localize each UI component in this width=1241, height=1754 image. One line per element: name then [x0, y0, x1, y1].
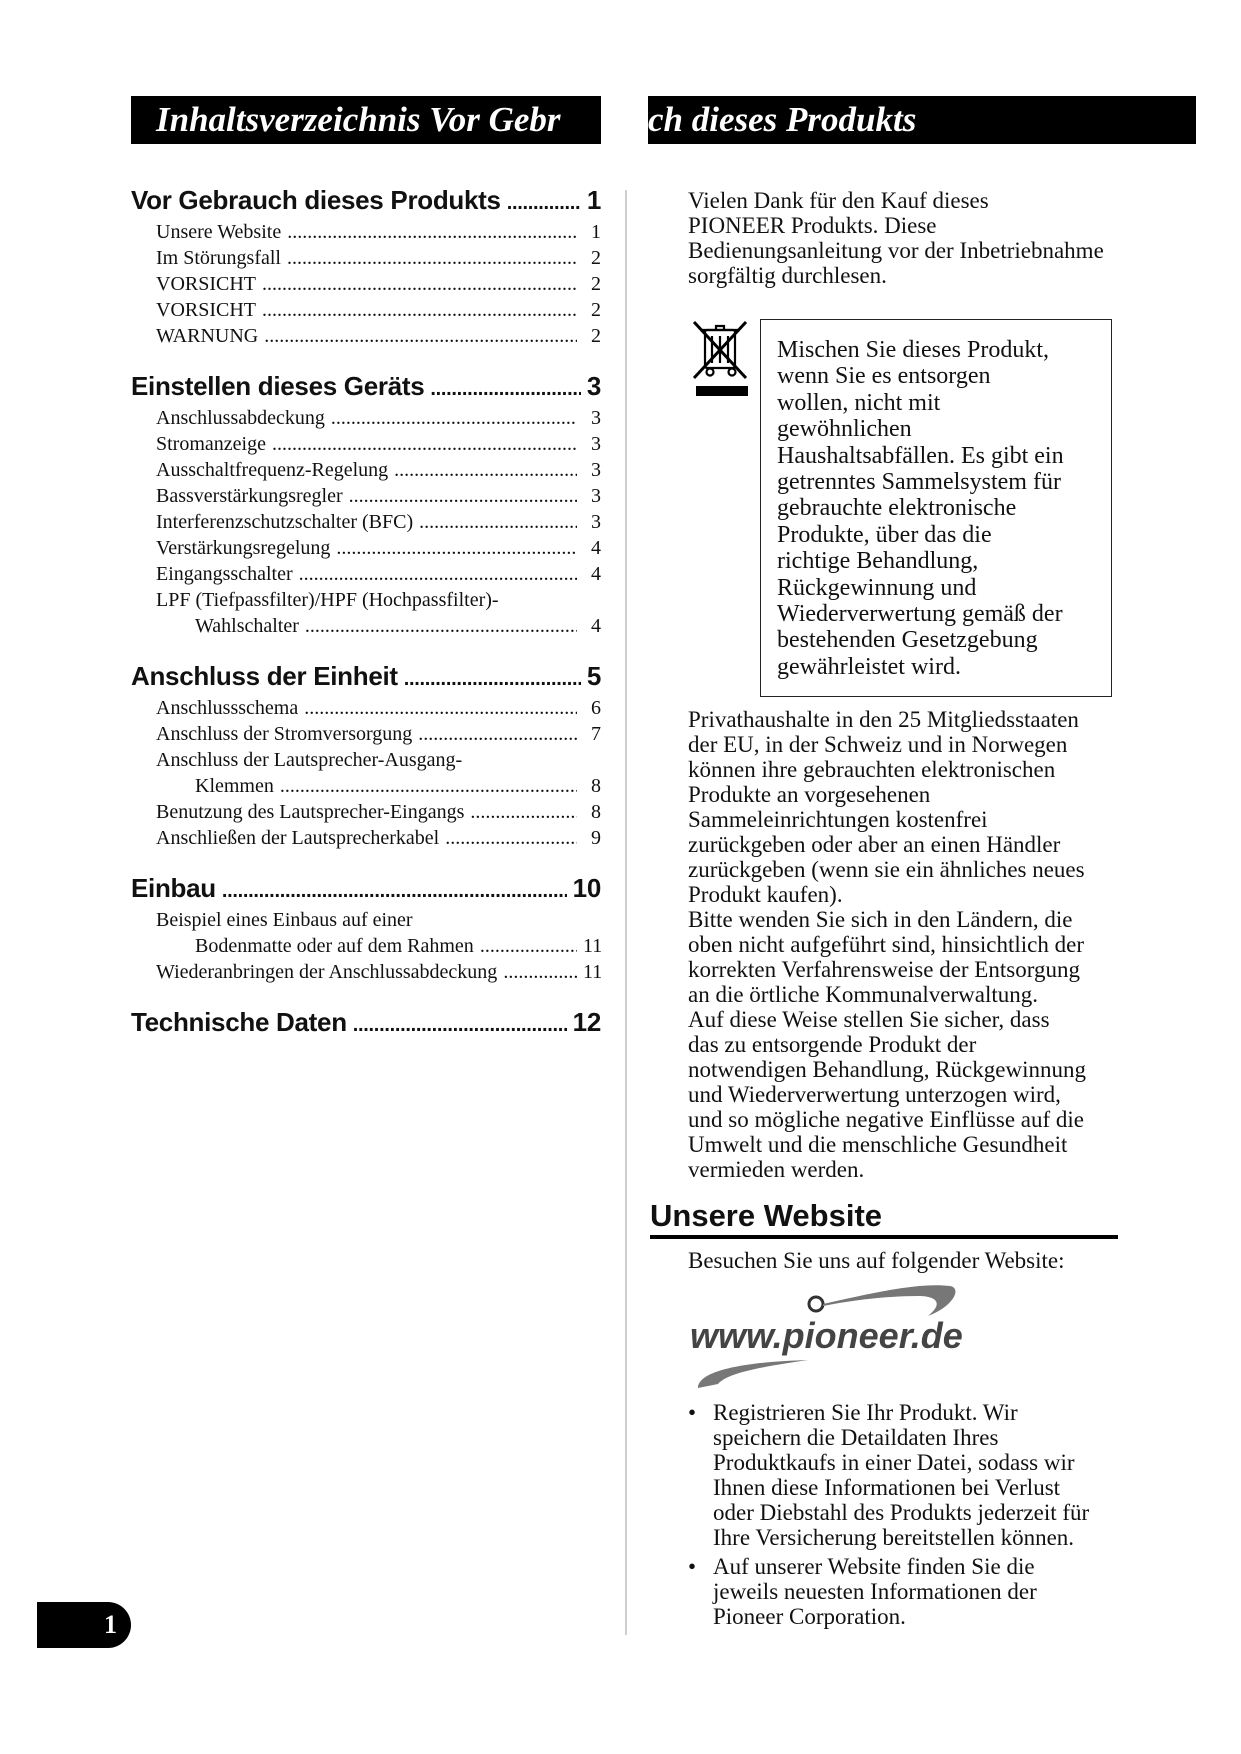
toc-leader: [280, 773, 577, 799]
text-line: Auf unserer Website finden Sie die: [713, 1554, 1035, 1579]
toc-entry[interactable]: [131, 431, 601, 457]
toc-leader: [404, 661, 581, 692]
toc-section-heading[interactable]: [131, 661, 601, 691]
toc-entry-line[interactable]: Anschluss der Lautsprecher-Ausgang-: [156, 749, 463, 771]
toc-entry[interactable]: [131, 933, 601, 959]
toc-leader: [353, 1007, 567, 1038]
toc-entry[interactable]: [131, 405, 601, 431]
text-line: wollen, nicht mit: [777, 389, 941, 416]
toc-section-page: 5: [586, 661, 601, 691]
text-line: Ihre Versicherung bereitstellen können.: [713, 1525, 1075, 1550]
toc-section: [131, 873, 601, 985]
weee-notice-box: [760, 319, 1112, 697]
text-line: Vielen Dank für den Kauf dieses: [688, 188, 989, 213]
toc-entry[interactable]: [131, 483, 601, 509]
toc-section-heading[interactable]: [131, 371, 601, 401]
toc-section-heading[interactable]: [131, 185, 601, 215]
text-line: der EU, in der Schweiz und in Norwegen: [688, 732, 1068, 757]
toc-leader: [304, 695, 577, 721]
text-line: das zu entsorgende Produkt der: [688, 1032, 977, 1057]
toc-leader: [419, 509, 577, 535]
toc-leader: [336, 535, 577, 561]
text-line: Haushaltsabfällen. Es gibt ein: [777, 442, 1064, 469]
toc-entry-label: Anschluss der Stromversorgung: [156, 723, 413, 745]
toc-leader: [272, 431, 577, 457]
toc-section-page: 1: [586, 185, 601, 215]
text-line: Bitte wenden Sie sich in den Ländern, die: [688, 907, 1073, 932]
toc-entry-page: 4: [591, 537, 601, 559]
toc-leader: [507, 185, 581, 216]
text-line: wenn Sie es entsorgen: [777, 363, 991, 390]
logo-url-text: www.pioneer.de: [690, 1315, 963, 1356]
text-line: zurückgeben (wenn sie ein ähnliches neues: [688, 857, 1085, 882]
toc-entry-page: 6: [591, 697, 601, 719]
text-line: Mischen Sie dieses Produkt,: [777, 337, 1049, 363]
text-line: an die örtliche Kommunalverwaltung.: [688, 982, 1039, 1007]
toc-entry-line[interactable]: LPF (Tiefpassfilter)/HPF (Hochpassfilter)-: [156, 589, 499, 611]
disposal-paragraph: [688, 707, 1128, 1182]
toc-entry[interactable]: [131, 695, 601, 721]
toc-section: [131, 661, 601, 851]
toc-entry-label: Anschlussschema: [156, 697, 299, 719]
toc-entry-page: 3: [591, 433, 601, 455]
toc-entry[interactable]: [131, 613, 601, 639]
toc-entry[interactable]: [131, 457, 601, 483]
toc-entry-label: WARNUNG: [156, 325, 259, 347]
section-title-website: Unsere Website: [650, 1197, 1118, 1239]
toc-entry-page: 3: [591, 459, 601, 481]
toc-entry-page: 3: [591, 511, 601, 533]
toc-entry-label: VORSICHT: [156, 273, 257, 295]
text-line: Produkt kaufen).: [688, 882, 843, 907]
toc-section-title: Anschluss der Einheit: [131, 661, 398, 691]
text-line: richtige Behandlung,: [777, 548, 979, 575]
text-line: Produktkaufs in einer Datei, sodass wir: [713, 1450, 1075, 1475]
text-line: Privathaushalte in den 25 Mitgliedsstaaten: [688, 707, 1079, 732]
toc-entry-label: Unsere Website: [156, 221, 282, 243]
toc-leader: [470, 799, 577, 825]
toc-entry-label: Wiederanbringen der Anschlussabdeckung: [156, 961, 498, 983]
website-bullet-list: [688, 1400, 1128, 1633]
text-line: können ihre gebrauchten elektronischen: [688, 757, 1056, 782]
pioneer-website-logo[interactable]: [688, 1280, 978, 1392]
text-line: gewöhnlichen: [777, 416, 912, 443]
text-line: oben nicht aufgeführt sind, hinsichtlich der: [688, 932, 1085, 957]
text-line: oder Diebstahl des Produkts jederzeit für: [713, 1500, 1090, 1525]
toc-entry-label: Stromanzeige: [156, 433, 266, 455]
header-title-left: Inhaltsverzeichnis Vor Gebr: [131, 96, 601, 144]
toc-entry-page: 2: [591, 299, 601, 321]
toc-leader: [287, 219, 577, 245]
toc-leader: [331, 405, 577, 431]
toc-section-heading[interactable]: [131, 1007, 601, 1037]
toc-entry[interactable]: [131, 271, 601, 297]
toc-section-page: 10: [572, 873, 601, 903]
toc-section-title: Vor Gebrauch dieses Produkts: [131, 185, 501, 215]
toc-entry[interactable]: [131, 245, 601, 271]
bullet-item: [688, 1400, 1128, 1550]
toc-leader: [349, 483, 577, 509]
text-line: Bedienungsanleitung vor der Inbetriebnahme: [688, 238, 1104, 263]
text-line: Umwelt und die menschliche Gesundheit: [688, 1132, 1068, 1157]
toc-entry[interactable]: [131, 959, 601, 985]
toc-entry-page: 9: [591, 827, 601, 849]
toc-entry-page: 4: [591, 563, 601, 585]
toc-leader: [430, 371, 580, 402]
bullet-item: [688, 1554, 1128, 1629]
text-line: Wiederverwertung gemäß der: [777, 601, 1063, 628]
text-line: korrekten Verfahrensweise der Entsorgung: [688, 957, 1080, 982]
table-of-contents: [131, 185, 601, 1059]
toc-entry-label: Ausschaltfrequenz-Regelung: [156, 459, 389, 481]
toc-entry-page: 7: [591, 723, 601, 745]
toc-entry[interactable]: [131, 219, 601, 245]
page-number: 1: [37, 1602, 131, 1648]
text-line: bestehenden Gesetzgebung: [777, 627, 1038, 654]
bullet-text: [704, 1400, 1128, 1550]
text-line: Produkte, über das die: [777, 521, 992, 548]
text-line: Sammeleinrichtungen kostenfrei: [688, 807, 988, 832]
toc-entry-page: 8: [591, 775, 601, 797]
toc-section-title: Technische Daten: [131, 1007, 347, 1037]
website-intro-text: Besuchen Sie uns auf folgender Website:: [688, 1248, 1065, 1273]
toc-entry[interactable]: [131, 773, 601, 799]
toc-section: [131, 185, 601, 349]
toc-entry-page: 4: [591, 615, 601, 637]
toc-section-title: Einbau: [131, 873, 216, 903]
toc-section-heading[interactable]: [131, 873, 601, 903]
intro-paragraph: [688, 188, 1128, 288]
toc-entry-label: Verstärkungsregelung: [156, 537, 331, 559]
text-line: Auf diese Weise stellen Sie sicher, dass: [688, 1007, 1050, 1032]
toc-entry[interactable]: [131, 535, 601, 561]
text-line: gewährleistet wird.: [777, 653, 961, 680]
toc-entry-label: Anschließen der Lautsprecherkabel: [156, 827, 440, 849]
toc-entry[interactable]: [131, 721, 601, 747]
toc-leader: [222, 873, 567, 904]
toc-leader: [418, 721, 577, 747]
toc-entry-label: Wahlschalter: [195, 615, 299, 637]
toc-entry-page: 2: [591, 273, 601, 295]
text-line: und so mögliche negative Einflüsse auf die: [688, 1107, 1085, 1132]
toc-entry-page: 11: [583, 961, 603, 983]
toc-entry-page: 1: [591, 221, 601, 243]
toc-entry-page: 3: [591, 485, 601, 507]
weee-bin-icon: [690, 318, 750, 400]
header-title-right: ch dieses Produkts: [648, 96, 1196, 144]
toc-leader: [264, 323, 577, 349]
toc-leader: [480, 933, 577, 959]
toc-entry[interactable]: [131, 799, 601, 825]
toc-entry[interactable]: [131, 297, 601, 323]
toc-leader: [262, 297, 577, 323]
toc-entry-page: 2: [591, 325, 601, 347]
toc-entry[interactable]: [131, 509, 601, 535]
toc-entry-label: Benutzung des Lautsprecher-Eingangs: [156, 801, 465, 823]
toc-entry-line[interactable]: Beispiel eines Einbaus auf einer: [156, 909, 413, 931]
text-line: Ihnen diese Informationen bei Verlust: [713, 1475, 1061, 1500]
toc-entry[interactable]: [131, 825, 601, 851]
toc-leader: [305, 613, 577, 639]
toc-entry[interactable]: [131, 323, 601, 349]
toc-section-page: 12: [572, 1007, 601, 1037]
text-line: notwendigen Behandlung, Rückgewinnung: [688, 1057, 1086, 1082]
bullet-marker: •: [688, 1400, 697, 1425]
toc-section-title: Einstellen dieses Geräts: [131, 371, 425, 401]
text-line: jeweils neuesten Informationen der: [713, 1579, 1037, 1604]
bullet-text: [704, 1554, 1128, 1629]
toc-entry-label: VORSICHT: [156, 299, 257, 321]
toc-leader: [445, 825, 577, 851]
toc-entry-label: Eingangsschalter: [156, 563, 293, 585]
toc-entry-label: Klemmen: [195, 775, 274, 797]
toc-entry[interactable]: [131, 561, 601, 587]
text-line: vermieden werden.: [688, 1157, 865, 1182]
toc-entry-label: Im Störungsfall: [156, 247, 281, 269]
toc-entry-label: Interferenzschutzschalter (BFC): [156, 511, 414, 533]
text-line: Rückgewinnung und: [777, 574, 977, 601]
toc-leader: [503, 959, 577, 985]
text-line: gebrauchte elektronische: [777, 495, 1017, 522]
text-line: speichern die Detaildaten Ihres: [713, 1425, 999, 1450]
toc-entry-page: 2: [591, 247, 601, 269]
text-line: und Wiederverwertung unterzogen wird,: [688, 1082, 1061, 1107]
toc-entry-label: Bodenmatte oder auf dem Rahmen: [195, 935, 474, 957]
toc-leader: [299, 561, 577, 587]
toc-entry-page: 8: [591, 801, 601, 823]
toc-entry-page: 3: [591, 407, 601, 429]
text-line: getrenntes Sammelsystem für: [777, 469, 1061, 496]
toc-entry-label: Bassverstärkungsregler: [156, 485, 343, 507]
text-line: Produkte an vorgesehenen: [688, 782, 931, 807]
toc-entry-page: 11: [583, 935, 603, 957]
bullet-marker: •: [688, 1554, 697, 1579]
toc-entry-label: Anschlussabdeckung: [156, 407, 325, 429]
toc-section: [131, 371, 601, 639]
toc-leader: [287, 245, 577, 271]
text-line: Pioneer Corporation.: [713, 1604, 906, 1629]
text-line: PIONEER Produkts. Diese: [688, 213, 937, 238]
text-line: zurückgeben oder aber an einen Händler: [688, 832, 1061, 857]
toc-leader: [394, 457, 577, 483]
column-divider: [625, 190, 627, 1635]
toc-section-page: 3: [586, 371, 601, 401]
text-line: sorgfältig durchlesen.: [688, 263, 887, 288]
toc-section: [131, 1007, 601, 1037]
toc-leader: [262, 271, 577, 297]
text-line: Registrieren Sie Ihr Produkt. Wir: [713, 1400, 1018, 1425]
